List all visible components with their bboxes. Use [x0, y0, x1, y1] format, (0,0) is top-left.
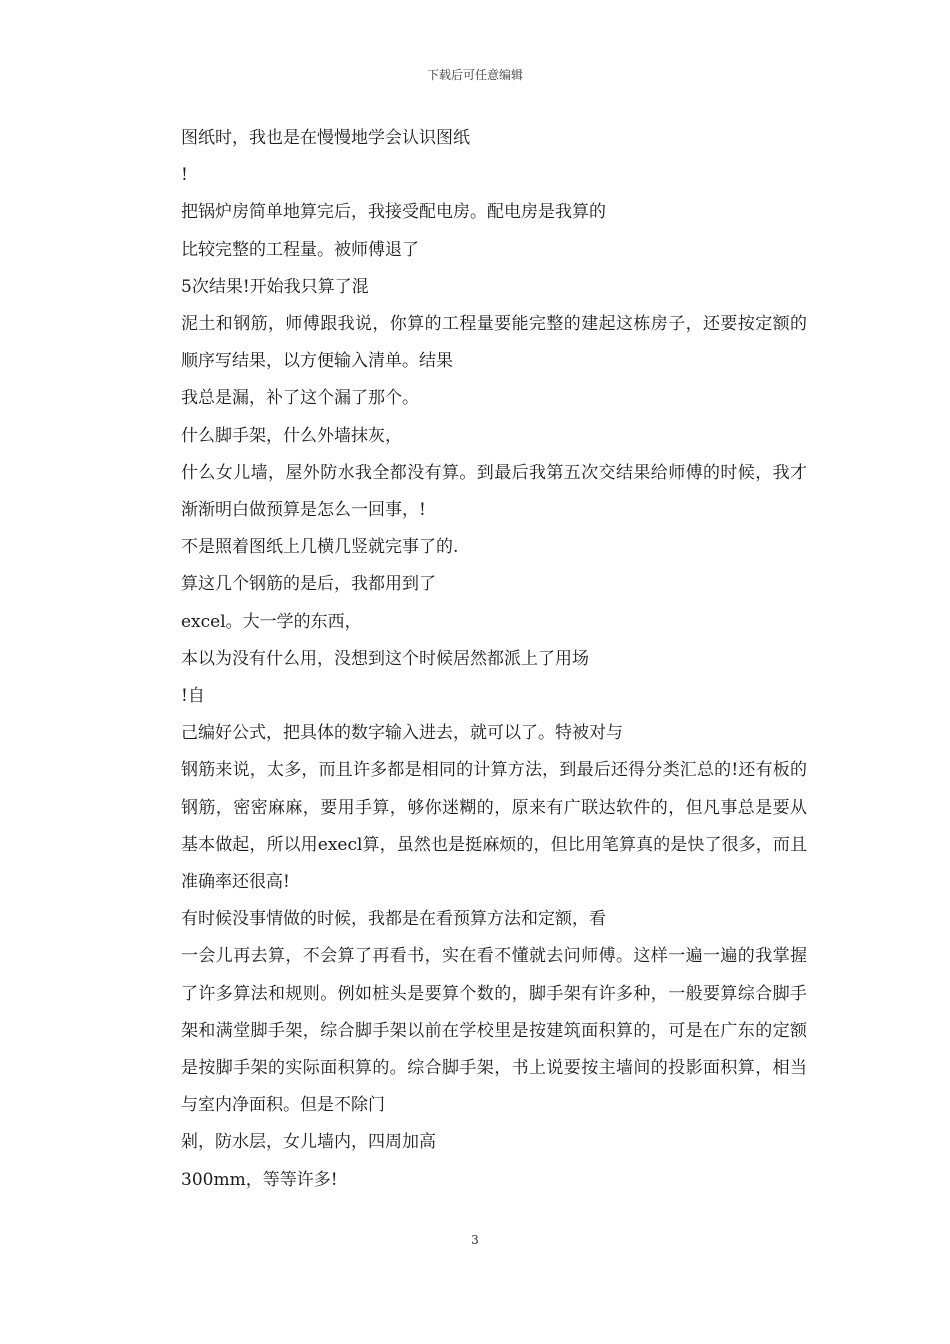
document-body	[145, 120, 807, 1199]
paragraph-5: 5次结果!开始我只算了混	[181, 276, 369, 297]
paragraph-4: 比较完整的工程量。被师傅退了	[181, 239, 419, 260]
paragraph-15: 己编好公式，把具体的数字输入进去，就可以了。特被对与	[181, 723, 623, 744]
paragraph-9: 什么女儿墙，屋外防水我全都没有算。到最后我第五次交结果给师傅的时候，我才渐渐明白做预算是怎么一回事，!	[181, 462, 807, 521]
paragraph-3: 把锅炉房简单地算完后，我接受配电房。配电房是我算的	[181, 202, 606, 223]
paragraph-8: 什么脚手架，什么外墙抹灰，	[181, 425, 402, 446]
page-number: 3	[471, 1233, 479, 1247]
paragraph-7: 我总是漏，补了这个漏了那个。	[181, 388, 419, 409]
paragraph-18: 一会儿再去算，不会算了再看书，实在看不懂就去问师傅。这样一遍一遍的我掌握了许多算法和规则。例如桩头是要算个数的，脚手架有许多种，一般要算综合脚手架和满堂脚手架，综合脚手架以前在学校里是按建筑面积算的，可是在广东的定额是按脚手架的实际面积算的。综合脚手架，书上说要按主墙间的投影面积算，相当与室内净面积。但是不除门	[181, 946, 807, 1116]
paragraph-13: 本以为没有什么用，没想到这个时候居然都派上了用场	[181, 648, 589, 669]
paragraph-2: !	[181, 165, 188, 186]
paragraph-12: excel。大一学的东西，	[181, 611, 362, 632]
paragraph-16: 钢筋来说，太多，而且许多都是相同的计算方法，到最后还得分类汇总的!还有板的钢筋，密密麻麻，要用手算，够你迷糊的，原来有广联达软件的，但凡事总是要从基本做起，所以用execl算，虽然也是挺麻烦的，但比用笔算真的是快了很多，而且准确率还很高!	[181, 760, 807, 893]
paragraph-17: 有时候没事情做的时候，我都是在看预算方法和定额，看	[181, 909, 606, 930]
paragraph-20: 300mm，等等许多!	[181, 1169, 338, 1190]
paragraph-10: 不是照着图纸上几横几竖就完事了的.	[181, 537, 459, 558]
page-header: 下载后可任意编辑	[426, 68, 523, 82]
paragraph-6: 泥土和钢筋，师傅跟我说，你算的工程量要能完整的建起这栋房子，还要按定额的顺序写结果，以方便输入清单。结果	[181, 314, 807, 372]
paragraph-11: 算这几个钢筋的是后，我都用到了	[181, 574, 436, 595]
paragraph-19: 剁，防水层，女儿墙内，四周加高	[181, 1132, 436, 1153]
paragraph-14: !自	[181, 686, 205, 707]
paragraph-1: 图纸时，我也是在慢慢地学会认识图纸	[181, 128, 470, 148]
